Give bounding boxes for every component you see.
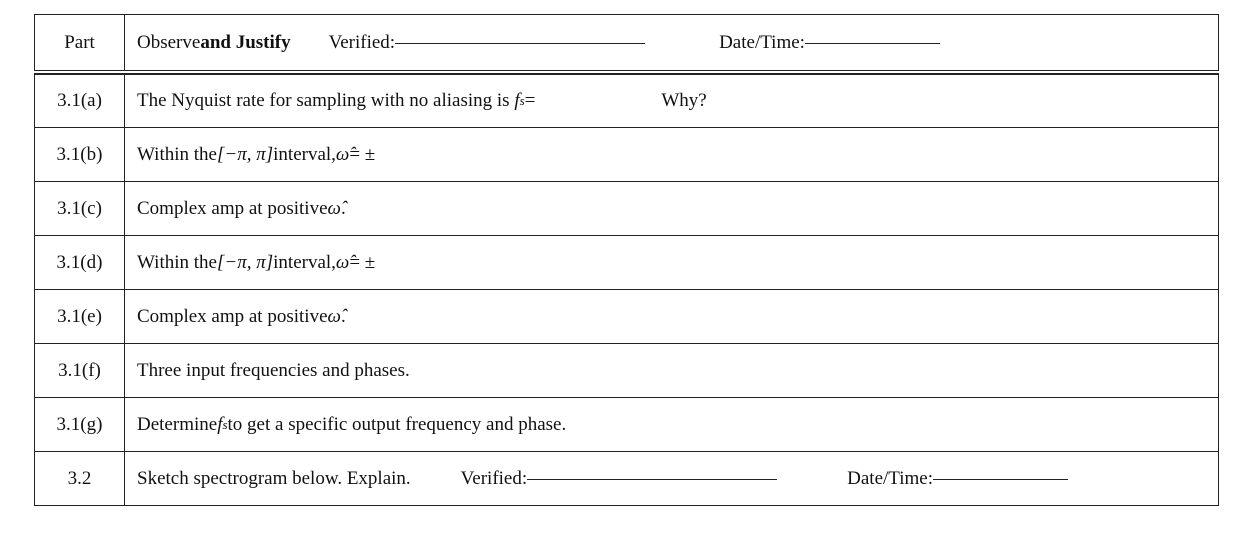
datetime-line[interactable] bbox=[933, 478, 1068, 480]
instruction-cell: Sketch spectrogram below. Explain. Verified: Date/Time: bbox=[125, 452, 1218, 505]
table-header-row bbox=[34, 14, 1219, 71]
part-cell: 3.1(b) bbox=[35, 128, 125, 181]
datetime-line[interactable] bbox=[805, 42, 940, 44]
table-row bbox=[34, 236, 1219, 290]
part-cell: 3.1(e) bbox=[35, 290, 125, 343]
table-row bbox=[34, 290, 1219, 344]
table-row bbox=[34, 344, 1219, 398]
instruction-cell: The Nyquist rate for sampling with no aliasing is f s = Why? bbox=[137, 90, 707, 111]
table-row bbox=[34, 182, 1219, 236]
instruction-cell: Complex amp at positive ω̂ . bbox=[137, 305, 346, 327]
table-row bbox=[34, 452, 1219, 506]
verified-signature-line[interactable] bbox=[527, 478, 777, 480]
why-label: Why? bbox=[661, 90, 707, 111]
instruction-cell: Determine f s to get a specific output frequency and phase. bbox=[137, 413, 567, 435]
part-column-header: Part bbox=[35, 15, 125, 70]
datetime-label: Date/Time: bbox=[847, 467, 934, 489]
table-row bbox=[34, 128, 1219, 182]
verified-label: Verified: bbox=[328, 31, 396, 53]
part-cell: 3.1(d) bbox=[35, 236, 125, 289]
instruction-cell: Within the [−π, π] interval, ω̂ = ± bbox=[137, 143, 376, 165]
part-cell: 3.1(c) bbox=[35, 182, 125, 235]
instruction-cell: Three input frequencies and phases. bbox=[137, 359, 410, 381]
table-row bbox=[34, 74, 1219, 128]
header-instructions bbox=[125, 15, 1218, 70]
verified-signature-line[interactable] bbox=[395, 42, 645, 44]
part-cell: 3.1(f) bbox=[35, 344, 125, 397]
checklist-table bbox=[34, 14, 1219, 506]
part-cell: 3.1(a) bbox=[35, 75, 125, 127]
part-cell: 3.2 bbox=[35, 452, 125, 505]
part-cell: 3.1(g) bbox=[35, 398, 125, 451]
verified-label: Verified: bbox=[460, 467, 528, 489]
observe-label: Observe bbox=[137, 31, 201, 53]
datetime-label: Date/Time: bbox=[719, 31, 805, 53]
table-row bbox=[34, 398, 1219, 452]
instruction-cell: Complex amp at positive ω̂ . bbox=[137, 197, 346, 219]
instruction-cell: Within the [−π, π] interval, ω̂ = ± bbox=[137, 251, 376, 273]
justify-label: and Justify bbox=[200, 31, 291, 53]
